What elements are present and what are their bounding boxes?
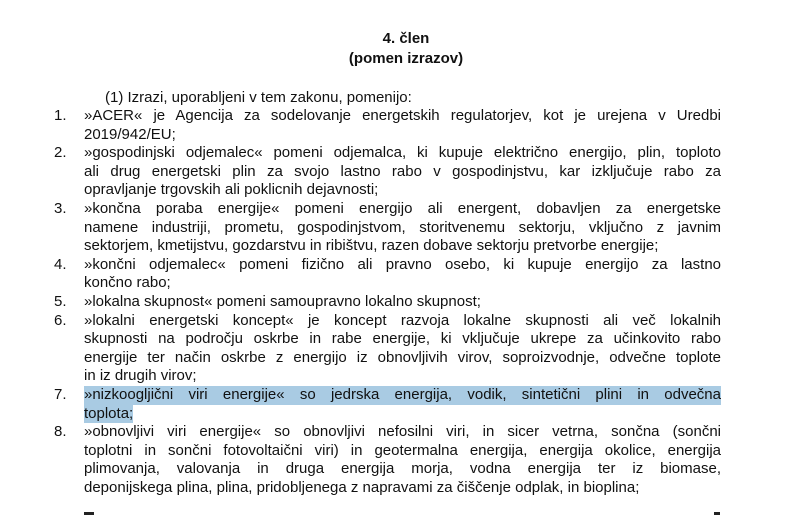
item-text xyxy=(84,386,721,423)
item-text-line: končno rabo; xyxy=(84,274,171,292)
item-text xyxy=(84,144,721,200)
item-text xyxy=(84,107,721,144)
item-text-line: »lokalni energetski koncept« je koncept razvoja lokalne skupnosti ali več lokalnih xyxy=(84,311,721,329)
item-text-line: toplota; xyxy=(84,404,134,422)
definition-item xyxy=(0,144,796,200)
intro-paragraph: (1) Izrazi, uporabljeni v tem zakonu, pomenijo: xyxy=(105,89,412,106)
article-subtitle: (pomen izrazov) xyxy=(348,50,464,67)
item-number: 4. xyxy=(54,255,67,273)
item-text xyxy=(84,200,721,256)
definition-item xyxy=(0,200,796,256)
item-number: 8. xyxy=(54,423,67,441)
item-text-line: »ACER« je Agencija za sodelovanje energetskih regulatorjev, kot je urejena v Uredbi xyxy=(84,107,721,124)
item-text-line: »obnovljivi viri energije« so obnovljivi nefosilni viri, in sicer vetrna, sončna (sončni xyxy=(84,423,721,441)
item-text-line: 2019/942/EU; xyxy=(84,125,176,143)
item-text xyxy=(84,293,721,312)
item-text-line: ali drug energetski plin za svojo lastno rabo v gospodinjstvu, kar izključuje rabo za xyxy=(84,162,721,180)
item-text xyxy=(84,312,721,386)
item-number: 3. xyxy=(54,199,67,217)
item-text-line: namene industriji, prometu, gospodinjstvom, storitvenemu sektorju, vključno z javnim xyxy=(84,218,721,236)
item-text-line: in iz drugih virov; xyxy=(84,367,197,385)
item-number: 5. xyxy=(54,292,67,310)
item-text-line: »nizkoogljični viri energije« so jedrska energija, vodik, sintetični plini in odvečna xyxy=(84,385,721,403)
item-text-line: opravljanje trgovskih ali poklicnih dejavnosti; xyxy=(84,181,379,199)
item-text-line: energije ter način oskrbe z energijo iz obnovljivih virov, soproizvodnje, odvečne toplote xyxy=(84,348,721,366)
article-title: 4. člen xyxy=(382,30,430,47)
definition-item xyxy=(0,423,796,497)
item-text-line: sektorjem, kmetijstvu, gozdarstvu in ribištvu, razen dobave sektorju pretvorbe energije; xyxy=(84,237,659,255)
item-text-line: »končna poraba energije« pomeni energijo ali energent, dobavljen za energetske xyxy=(84,199,721,217)
item-text xyxy=(84,256,721,293)
item-text-line: »gospodinjski odjemalec« pomeni odjemalca, ki kupuje električno energijo, plin, toploto xyxy=(84,144,721,162)
definition-item xyxy=(0,293,796,312)
item-number: 7. xyxy=(54,385,67,403)
definition-item xyxy=(0,386,796,423)
definition-item xyxy=(0,107,796,144)
definitions-list xyxy=(0,107,796,497)
item-text-line: »lokalna skupnost« pomeni samoupravno lokalno skupnost; xyxy=(84,292,481,310)
cut-off-next-line xyxy=(0,510,796,517)
item-number: 1. xyxy=(54,107,67,124)
item-text-line: plimovanja, valovanja in druga energija morja, vodna energija ter iz biomase, xyxy=(84,460,721,478)
item-text-line: deponijskega plina, plina, pridobljenega z napravami za čiščenje odplak, in bioplina; xyxy=(84,478,640,496)
item-text-line: toplotni in sončni fotovoltaični viri) in geotermalna energija, energija okolice, energija xyxy=(84,441,721,459)
item-number: 2. xyxy=(54,144,67,162)
item-text-line: skupnosti na področju oskrbe in rabe energije, ki vključuje ukrepe za učinkovito rabo xyxy=(84,330,721,348)
item-number: 6. xyxy=(54,311,67,329)
item-text-line: »končni odjemalec« pomeni fizično ali pravno osebo, ki kupuje energijo za lastno xyxy=(84,255,721,273)
definition-item xyxy=(0,312,796,386)
item-text xyxy=(84,423,721,497)
definition-item xyxy=(0,256,796,293)
